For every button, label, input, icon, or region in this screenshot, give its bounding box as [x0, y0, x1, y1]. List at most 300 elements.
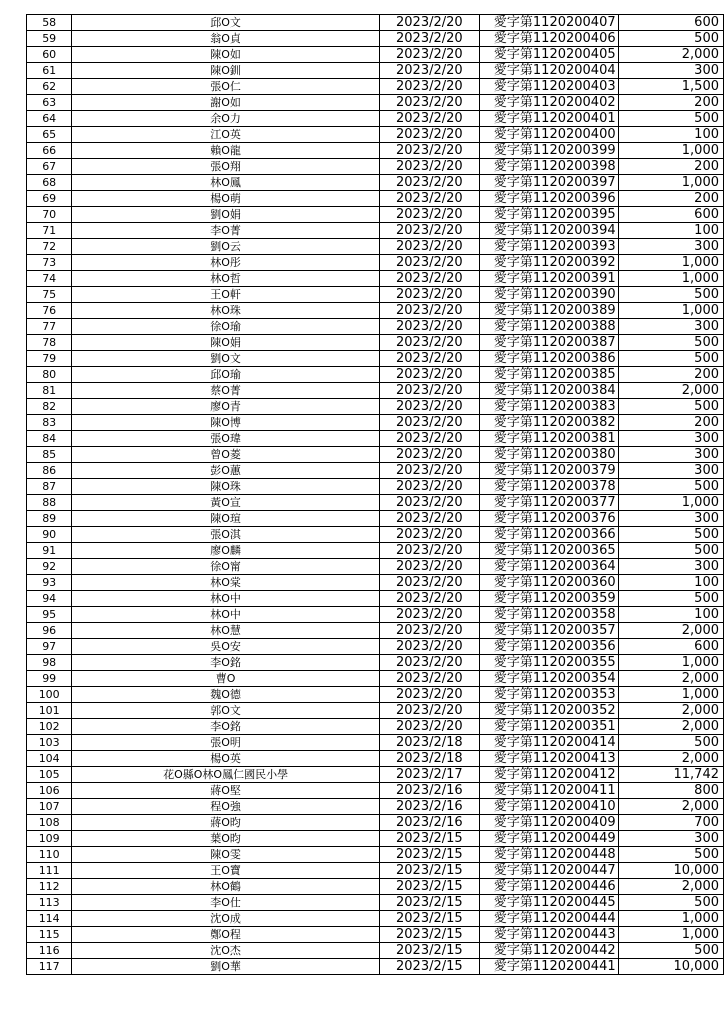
table-row: [27, 271, 724, 287]
table-row: [27, 767, 724, 783]
amount-cell: 300: [618, 511, 723, 527]
date-cell: 2023/2/20: [379, 271, 479, 287]
date-cell: 2023/2/20: [379, 591, 479, 607]
donor-name-cell: 王O軒: [72, 287, 379, 303]
amount-cell: 300: [618, 431, 723, 447]
amount-cell: 10,000: [618, 959, 723, 975]
date-cell: 2023/2/20: [379, 575, 479, 591]
date-cell: 2023/2/18: [379, 751, 479, 767]
date-cell: 2023/2/20: [379, 415, 479, 431]
row-number-cell: 81: [27, 383, 72, 399]
donor-name-cell: 劉O文: [72, 351, 379, 367]
receipt-number-cell: 愛字第1120200390: [479, 287, 618, 303]
date-cell: 2023/2/15: [379, 847, 479, 863]
table-row: [27, 591, 724, 607]
amount-cell: 2,000: [618, 799, 723, 815]
row-number-cell: 101: [27, 703, 72, 719]
amount-cell: 200: [618, 415, 723, 431]
row-number-cell: 105: [27, 767, 72, 783]
amount-cell: 600: [618, 207, 723, 223]
receipt-number-cell: 愛字第1120200377: [479, 495, 618, 511]
row-number-cell: 80: [27, 367, 72, 383]
date-cell: 2023/2/20: [379, 399, 479, 415]
row-number-cell: 91: [27, 543, 72, 559]
row-number-cell: 61: [27, 63, 72, 79]
amount-cell: 500: [618, 527, 723, 543]
donor-name-cell: 張O瑋: [72, 431, 379, 447]
donor-name-cell: 徐O瑜: [72, 319, 379, 335]
donor-name-cell: 葉O昀: [72, 831, 379, 847]
receipt-number-cell: 愛字第1120200441: [479, 959, 618, 975]
date-cell: 2023/2/20: [379, 63, 479, 79]
table-row: [27, 911, 724, 927]
date-cell: 2023/2/20: [379, 287, 479, 303]
date-cell: 2023/2/20: [379, 159, 479, 175]
date-cell: 2023/2/20: [379, 719, 479, 735]
donor-name-cell: 林O哲: [72, 271, 379, 287]
donor-name-cell: 陳O博: [72, 415, 379, 431]
donor-name-cell: 林O鶴: [72, 879, 379, 895]
amount-cell: 500: [618, 399, 723, 415]
row-number-cell: 70: [27, 207, 72, 223]
receipt-number-cell: 愛字第1120200397: [479, 175, 618, 191]
receipt-number-cell: 愛字第1120200380: [479, 447, 618, 463]
row-number-cell: 90: [27, 527, 72, 543]
table-row: [27, 639, 724, 655]
table-row: [27, 863, 724, 879]
amount-cell: 1,000: [618, 911, 723, 927]
amount-cell: 1,500: [618, 79, 723, 95]
donor-name-cell: 蔡O菁: [72, 383, 379, 399]
table-row: [27, 543, 724, 559]
receipt-number-cell: 愛字第1120200400: [479, 127, 618, 143]
row-number-cell: 71: [27, 223, 72, 239]
date-cell: 2023/2/20: [379, 527, 479, 543]
table-row: [27, 463, 724, 479]
amount-cell: 100: [618, 223, 723, 239]
amount-cell: 1,000: [618, 655, 723, 671]
row-number-cell: 65: [27, 127, 72, 143]
receipt-number-cell: 愛字第1120200357: [479, 623, 618, 639]
row-number-cell: 102: [27, 719, 72, 735]
amount-cell: 1,000: [618, 255, 723, 271]
table-row: [27, 655, 724, 671]
row-number-cell: 99: [27, 671, 72, 687]
donor-name-cell: 林O中: [72, 591, 379, 607]
date-cell: 2023/2/20: [379, 559, 479, 575]
amount-cell: 11,742: [618, 767, 723, 783]
receipt-number-cell: 愛字第1120200354: [479, 671, 618, 687]
donor-name-cell: 劉O云: [72, 239, 379, 255]
amount-cell: 500: [618, 31, 723, 47]
amount-cell: 100: [618, 575, 723, 591]
row-number-cell: 114: [27, 911, 72, 927]
table-row: [27, 527, 724, 543]
receipt-number-cell: 愛字第1120200385: [479, 367, 618, 383]
amount-cell: 2,000: [618, 383, 723, 399]
row-number-cell: 72: [27, 239, 72, 255]
table-row: [27, 559, 724, 575]
amount-cell: 500: [618, 895, 723, 911]
row-number-cell: 78: [27, 335, 72, 351]
amount-cell: 300: [618, 63, 723, 79]
date-cell: 2023/2/20: [379, 703, 479, 719]
date-cell: 2023/2/20: [379, 47, 479, 63]
date-cell: 2023/2/20: [379, 655, 479, 671]
table-row: [27, 95, 724, 111]
receipt-number-cell: 愛字第1120200447: [479, 863, 618, 879]
row-number-cell: 115: [27, 927, 72, 943]
donor-name-cell: 劉O娟: [72, 207, 379, 223]
donor-name-cell: 李O銘: [72, 655, 379, 671]
amount-cell: 200: [618, 159, 723, 175]
date-cell: 2023/2/20: [379, 639, 479, 655]
date-cell: 2023/2/15: [379, 927, 479, 943]
date-cell: 2023/2/20: [379, 239, 479, 255]
donor-name-cell: 劉O華: [72, 959, 379, 975]
table-row: [27, 47, 724, 63]
receipt-number-cell: 愛字第1120200395: [479, 207, 618, 223]
date-cell: 2023/2/15: [379, 911, 479, 927]
amount-cell: 1,000: [618, 143, 723, 159]
amount-cell: 300: [618, 831, 723, 847]
amount-cell: 600: [618, 639, 723, 655]
donor-name-cell: 林O棠: [72, 575, 379, 591]
receipt-number-cell: 愛字第1120200381: [479, 431, 618, 447]
receipt-number-cell: 愛字第1120200366: [479, 527, 618, 543]
row-number-cell: 110: [27, 847, 72, 863]
table-row: [27, 223, 724, 239]
receipt-number-cell: 愛字第1120200404: [479, 63, 618, 79]
table-row: [27, 447, 724, 463]
date-cell: 2023/2/20: [379, 367, 479, 383]
table-row: [27, 207, 724, 223]
table-row: [27, 927, 724, 943]
amount-cell: 500: [618, 479, 723, 495]
amount-cell: 2,000: [618, 623, 723, 639]
row-number-cell: 111: [27, 863, 72, 879]
date-cell: 2023/2/16: [379, 815, 479, 831]
donor-name-cell: 林O鳳: [72, 175, 379, 191]
receipt-number-cell: 愛字第1120200406: [479, 31, 618, 47]
donor-name-cell: 陳O雯: [72, 847, 379, 863]
receipt-number-cell: 愛字第1120200389: [479, 303, 618, 319]
amount-cell: 2,000: [618, 751, 723, 767]
donor-name-cell: 張O仁: [72, 79, 379, 95]
amount-cell: 1,000: [618, 687, 723, 703]
donor-name-cell: 吳O安: [72, 639, 379, 655]
table-row: [27, 287, 724, 303]
date-cell: 2023/2/18: [379, 735, 479, 751]
receipt-number-cell: 愛字第1120200414: [479, 735, 618, 751]
row-number-cell: 112: [27, 879, 72, 895]
amount-cell: 300: [618, 559, 723, 575]
row-number-cell: 66: [27, 143, 72, 159]
row-number-cell: 100: [27, 687, 72, 703]
amount-cell: 2,000: [618, 719, 723, 735]
donor-name-cell: 花O縣O林O鳳仁國民小學: [72, 767, 379, 783]
table-row: [27, 239, 724, 255]
receipt-number-cell: 愛字第1120200356: [479, 639, 618, 655]
receipt-number-cell: 愛字第1120200353: [479, 687, 618, 703]
donor-name-cell: 謝O如: [72, 95, 379, 111]
amount-cell: 1,000: [618, 175, 723, 191]
table-row: [27, 159, 724, 175]
row-number-cell: 85: [27, 447, 72, 463]
amount-cell: 500: [618, 111, 723, 127]
date-cell: 2023/2/20: [379, 207, 479, 223]
table-row: [27, 15, 724, 31]
donor-name-cell: 林O珠: [72, 303, 379, 319]
donor-name-cell: 郭O文: [72, 703, 379, 719]
row-number-cell: 89: [27, 511, 72, 527]
receipt-number-cell: 愛字第1120200401: [479, 111, 618, 127]
row-number-cell: 77: [27, 319, 72, 335]
receipt-number-cell: 愛字第1120200402: [479, 95, 618, 111]
date-cell: 2023/2/20: [379, 351, 479, 367]
table-row: [27, 495, 724, 511]
receipt-number-cell: 愛字第1120200387: [479, 335, 618, 351]
row-number-cell: 79: [27, 351, 72, 367]
date-cell: 2023/2/20: [379, 111, 479, 127]
date-cell: 2023/2/20: [379, 687, 479, 703]
date-cell: 2023/2/20: [379, 383, 479, 399]
receipt-number-cell: 愛字第1120200392: [479, 255, 618, 271]
receipt-number-cell: 愛字第1120200391: [479, 271, 618, 287]
row-number-cell: 68: [27, 175, 72, 191]
amount-cell: 200: [618, 95, 723, 111]
table-row: [27, 703, 724, 719]
donor-name-cell: 蔣O昀: [72, 815, 379, 831]
donor-name-cell: 林O中: [72, 607, 379, 623]
table-row: [27, 783, 724, 799]
row-number-cell: 74: [27, 271, 72, 287]
amount-cell: 1,000: [618, 927, 723, 943]
amount-cell: 500: [618, 735, 723, 751]
row-number-cell: 64: [27, 111, 72, 127]
donor-name-cell: 邱O文: [72, 15, 379, 31]
date-cell: 2023/2/20: [379, 511, 479, 527]
donor-name-cell: 王O寶: [72, 863, 379, 879]
receipt-number-cell: 愛字第1120200360: [479, 575, 618, 591]
row-number-cell: 69: [27, 191, 72, 207]
amount-cell: 2,000: [618, 671, 723, 687]
receipt-number-cell: 愛字第1120200388: [479, 319, 618, 335]
receipt-number-cell: 愛字第1120200358: [479, 607, 618, 623]
donor-name-cell: 程O強: [72, 799, 379, 815]
amount-cell: 500: [618, 287, 723, 303]
date-cell: 2023/2/20: [379, 223, 479, 239]
date-cell: 2023/2/15: [379, 895, 479, 911]
amount-cell: 200: [618, 191, 723, 207]
donor-name-cell: 陳O珠: [72, 479, 379, 495]
donor-name-cell: 李O銘: [72, 719, 379, 735]
table-row: [27, 671, 724, 687]
donor-name-cell: 徐O甯: [72, 559, 379, 575]
row-number-cell: 109: [27, 831, 72, 847]
donor-name-cell: 翁O貞: [72, 31, 379, 47]
table-row: [27, 175, 724, 191]
date-cell: 2023/2/20: [379, 463, 479, 479]
row-number-cell: 75: [27, 287, 72, 303]
amount-cell: 500: [618, 591, 723, 607]
date-cell: 2023/2/20: [379, 31, 479, 47]
donor-name-cell: 曹O: [72, 671, 379, 687]
donor-name-cell: 張O淇: [72, 527, 379, 543]
row-number-cell: 58: [27, 15, 72, 31]
table-row: [27, 367, 724, 383]
date-cell: 2023/2/20: [379, 319, 479, 335]
table-row: [27, 815, 724, 831]
donation-table-body: [27, 15, 724, 975]
receipt-number-cell: 愛字第1120200386: [479, 351, 618, 367]
date-cell: 2023/2/20: [379, 479, 479, 495]
table-row: [27, 751, 724, 767]
date-cell: 2023/2/20: [379, 127, 479, 143]
table-row: [27, 623, 724, 639]
row-number-cell: 106: [27, 783, 72, 799]
date-cell: 2023/2/15: [379, 863, 479, 879]
date-cell: 2023/2/20: [379, 15, 479, 31]
row-number-cell: 98: [27, 655, 72, 671]
receipt-number-cell: 愛字第1120200448: [479, 847, 618, 863]
table-row: [27, 607, 724, 623]
amount-cell: 500: [618, 543, 723, 559]
row-number-cell: 104: [27, 751, 72, 767]
receipt-number-cell: 愛字第1120200405: [479, 47, 618, 63]
date-cell: 2023/2/15: [379, 879, 479, 895]
amount-cell: 1,000: [618, 271, 723, 287]
receipt-number-cell: 愛字第1120200364: [479, 559, 618, 575]
amount-cell: 2,000: [618, 703, 723, 719]
row-number-cell: 84: [27, 431, 72, 447]
date-cell: 2023/2/20: [379, 431, 479, 447]
receipt-number-cell: 愛字第1120200399: [479, 143, 618, 159]
table-row: [27, 687, 724, 703]
row-number-cell: 107: [27, 799, 72, 815]
table-row: [27, 943, 724, 959]
date-cell: 2023/2/15: [379, 959, 479, 975]
donor-name-cell: 彭O蕙: [72, 463, 379, 479]
date-cell: 2023/2/20: [379, 143, 479, 159]
receipt-number-cell: 愛字第1120200351: [479, 719, 618, 735]
donor-name-cell: 楊O萌: [72, 191, 379, 207]
donor-name-cell: 鄭O程: [72, 927, 379, 943]
donor-name-cell: 陳O瑄: [72, 511, 379, 527]
receipt-number-cell: 愛字第1120200394: [479, 223, 618, 239]
receipt-number-cell: 愛字第1120200396: [479, 191, 618, 207]
receipt-number-cell: 愛字第1120200444: [479, 911, 618, 927]
donor-name-cell: 黃O宣: [72, 495, 379, 511]
date-cell: 2023/2/20: [379, 175, 479, 191]
row-number-cell: 82: [27, 399, 72, 415]
donor-name-cell: 沈O杰: [72, 943, 379, 959]
row-number-cell: 95: [27, 607, 72, 623]
amount-cell: 500: [618, 943, 723, 959]
table-row: [27, 399, 724, 415]
amount-cell: 1,000: [618, 495, 723, 511]
amount-cell: 800: [618, 783, 723, 799]
amount-cell: 1,000: [618, 303, 723, 319]
donor-name-cell: 陳O娟: [72, 335, 379, 351]
donor-name-cell: 張O翔: [72, 159, 379, 175]
donor-name-cell: 曾O菱: [72, 447, 379, 463]
receipt-number-cell: 愛字第1120200449: [479, 831, 618, 847]
table-row: [27, 511, 724, 527]
amount-cell: 100: [618, 127, 723, 143]
amount-cell: 700: [618, 815, 723, 831]
receipt-number-cell: 愛字第1120200378: [479, 479, 618, 495]
table-row: [27, 319, 724, 335]
date-cell: 2023/2/15: [379, 831, 479, 847]
date-cell: 2023/2/17: [379, 767, 479, 783]
receipt-number-cell: 愛字第1120200398: [479, 159, 618, 175]
date-cell: 2023/2/20: [379, 79, 479, 95]
donor-name-cell: 蔣O堅: [72, 783, 379, 799]
row-number-cell: 76: [27, 303, 72, 319]
amount-cell: 600: [618, 15, 723, 31]
row-number-cell: 93: [27, 575, 72, 591]
row-number-cell: 108: [27, 815, 72, 831]
table-row: [27, 79, 724, 95]
table-row: [27, 735, 724, 751]
table-row: [27, 719, 724, 735]
date-cell: 2023/2/20: [379, 303, 479, 319]
table-row: [27, 415, 724, 431]
row-number-cell: 88: [27, 495, 72, 511]
receipt-number-cell: 愛字第1120200355: [479, 655, 618, 671]
date-cell: 2023/2/20: [379, 623, 479, 639]
amount-cell: 300: [618, 319, 723, 335]
row-number-cell: 67: [27, 159, 72, 175]
table-row: [27, 335, 724, 351]
receipt-number-cell: 愛字第1120200359: [479, 591, 618, 607]
table-row: [27, 143, 724, 159]
amount-cell: 500: [618, 351, 723, 367]
row-number-cell: 97: [27, 639, 72, 655]
receipt-number-cell: 愛字第1120200443: [479, 927, 618, 943]
receipt-number-cell: 愛字第1120200383: [479, 399, 618, 415]
table-row: [27, 959, 724, 975]
receipt-number-cell: 愛字第1120200393: [479, 239, 618, 255]
receipt-number-cell: 愛字第1120200376: [479, 511, 618, 527]
donor-name-cell: 楊O英: [72, 751, 379, 767]
receipt-number-cell: 愛字第1120200413: [479, 751, 618, 767]
amount-cell: 300: [618, 447, 723, 463]
donor-name-cell: 林O彤: [72, 255, 379, 271]
date-cell: 2023/2/20: [379, 191, 479, 207]
date-cell: 2023/2/20: [379, 671, 479, 687]
row-number-cell: 87: [27, 479, 72, 495]
receipt-number-cell: 愛字第1120200365: [479, 543, 618, 559]
receipt-number-cell: 愛字第1120200379: [479, 463, 618, 479]
donor-name-cell: 廖O麟: [72, 543, 379, 559]
date-cell: 2023/2/16: [379, 783, 479, 799]
table-row: [27, 111, 724, 127]
amount-cell: 300: [618, 463, 723, 479]
donor-name-cell: 沈O成: [72, 911, 379, 927]
row-number-cell: 96: [27, 623, 72, 639]
amount-cell: 300: [618, 239, 723, 255]
amount-cell: 500: [618, 847, 723, 863]
table-row: [27, 431, 724, 447]
date-cell: 2023/2/20: [379, 447, 479, 463]
row-number-cell: 86: [27, 463, 72, 479]
row-number-cell: 59: [27, 31, 72, 47]
donor-name-cell: 林O慧: [72, 623, 379, 639]
date-cell: 2023/2/20: [379, 495, 479, 511]
row-number-cell: 116: [27, 943, 72, 959]
